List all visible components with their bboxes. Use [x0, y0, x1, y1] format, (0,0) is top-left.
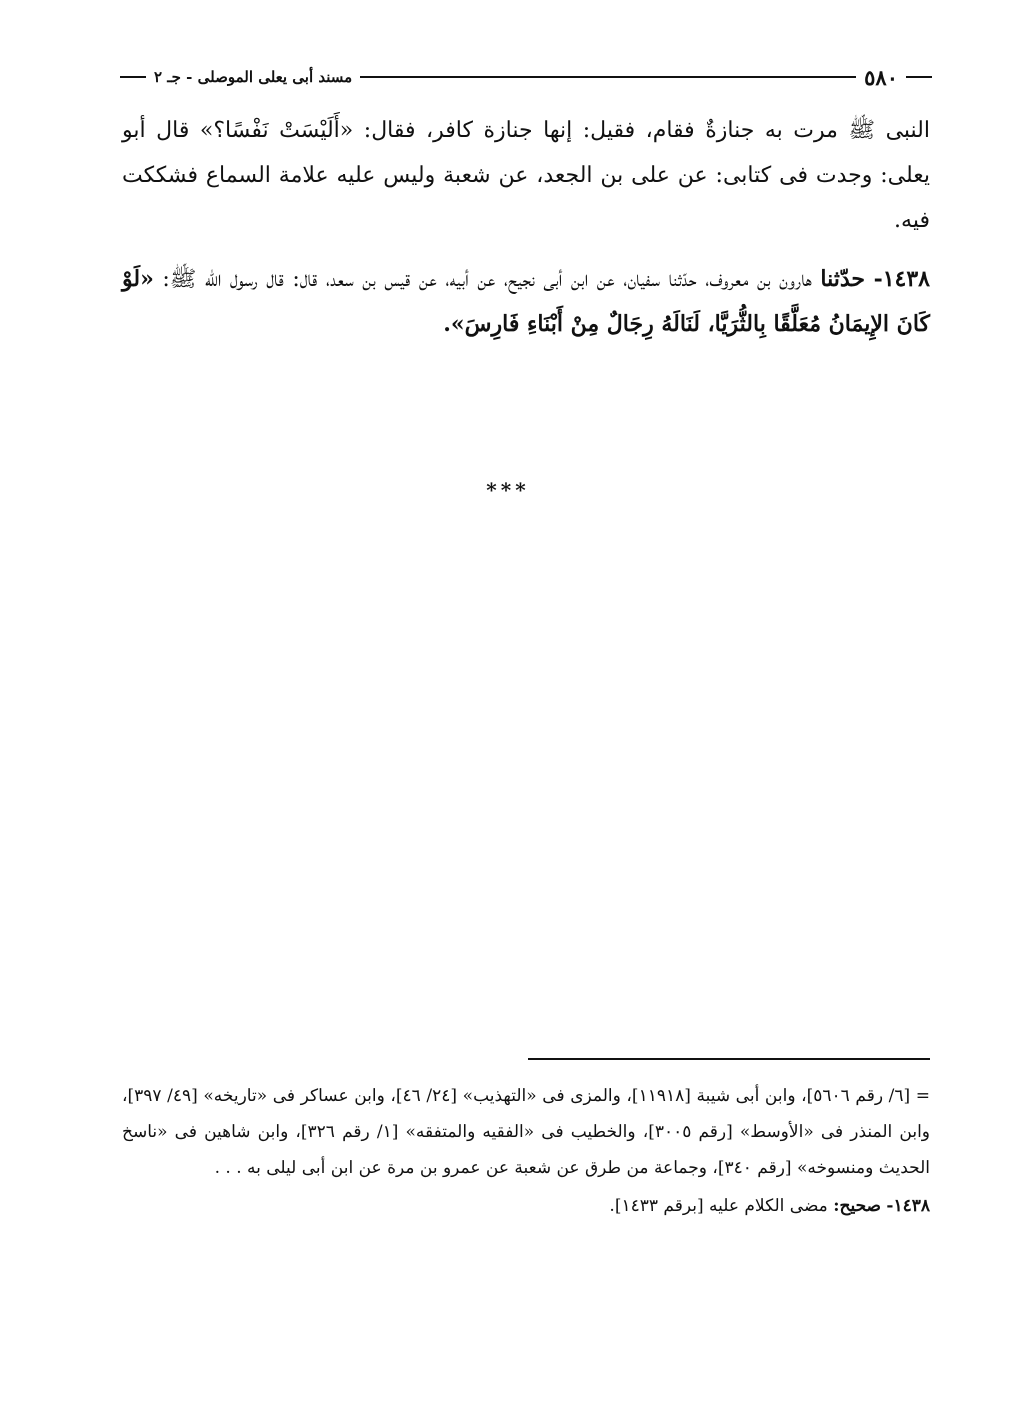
running-title: مسند أبى يعلى الموصلى - جـ ٢: [154, 68, 353, 86]
paragraph-continuation: النبى ﷺ مرت به جنازةٌ فقام، فقيل: إنها جنازة كافر، فقال: «أَلَيْسَتْ نَفْسًا؟» قال أبو يعلى: وجدت فى كتابى: عن على بن الجعد، عن شعبة وليس عليه علامة السماع فشككت فيه.: [122, 118, 930, 233]
footnotes: [122, 1078, 930, 1224]
hadith-opening: حدّثنا: [820, 266, 866, 292]
header-dash-left: [120, 76, 146, 78]
header-dash-right: [906, 76, 932, 78]
footnote-grade: صحيح:: [833, 1196, 881, 1216]
footnote-number: ١٤٣٨-: [886, 1196, 930, 1216]
running-header: [120, 62, 932, 92]
footnote-rule: [528, 1058, 930, 1060]
hadith-quote: «لَوْ كَانَ الإِيمَانُ مُعَلَّقًا بِالثُّرَيَّا، لَنَالَهُ رِجَالٌ مِنْ أَبْنَاءِ فَارِسَ».: [122, 266, 930, 337]
footnote-text: مضى الكلام عليه [برقم ١٤٣٣].: [609, 1196, 828, 1216]
main-text: [122, 108, 930, 347]
hadith-number: ١٤٣٨-: [873, 266, 930, 292]
page-number: ٥٨٠: [864, 64, 898, 90]
header-rule: [360, 76, 856, 78]
hadith-1438: [122, 257, 930, 347]
footnote-1438: [122, 1188, 930, 1224]
section-separator: ***: [486, 478, 530, 502]
footnote-continuation: = [٦/ رقم ٥٦٠٦]، وابن أبى شيبة [١١٩١٨]، والمزى فى «التهذيب» [٢٤/ ٤٦]، وابن عساكر فى «تاريخه» [٤٩/ ٣٩٧]، وابن المنذر فى «الأوسط» [رقم ٣٠٠٥]، والخطيب فى «الفقيه والمتفقه» [١/ رقم ٣٢٦]، وابن شاهين فى «ناسخ الحديث ومنسوخه» [رقم ٣٤٠]، وجماعة من طرق عن شعبة عن عمرو بن مرة عن ابن أبى ليلى به . . .: [122, 1086, 931, 1178]
hadith-chain: هارون بن معروف، حدّثنا سفيان، عن ابن أبى نجيح، عن أبيه، عن قيس بن سعد، قال: قال رسول الله ﷺ:: [162, 267, 812, 292]
